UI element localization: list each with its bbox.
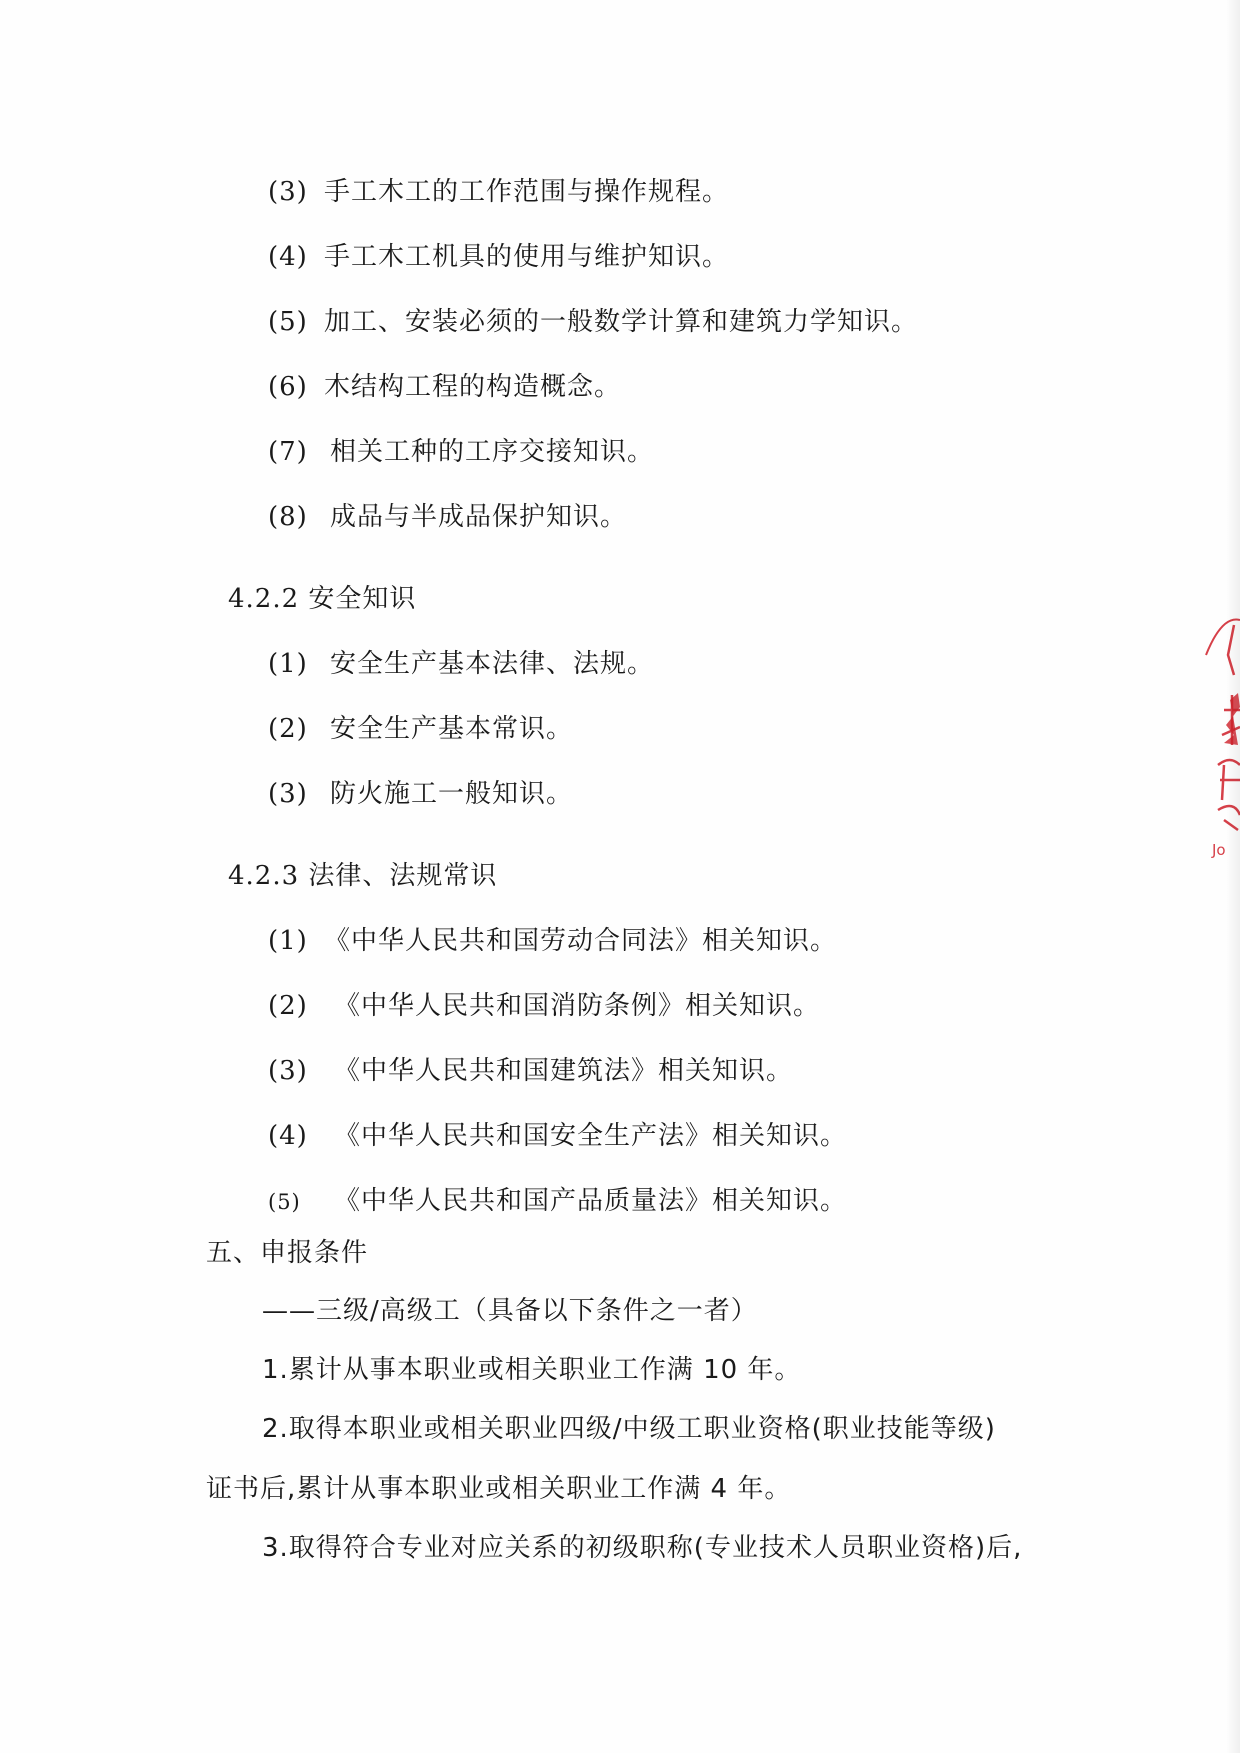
condition-paragraph-continued: 证书后,累计从事本职业或相关职业工作满 4 年。 <box>206 1474 792 1504</box>
list-text: 《中华人民共和国消防条例》相关知识。 <box>334 991 821 1021</box>
list-item <box>268 240 729 274</box>
condition-paragraph: 2.取得本职业或相关职业四级/中级工职业资格(职业技能等级) <box>262 1414 996 1444</box>
section-heading: 4.2.3 法律、法规常识 <box>228 861 498 891</box>
scan-shadow <box>1226 0 1240 1753</box>
list-number: (1) <box>268 926 308 956</box>
list-item <box>268 175 729 209</box>
list-number: (2) <box>268 714 308 744</box>
list-number: (2) <box>268 991 308 1021</box>
list-text: 《中华人民共和国建筑法》相关知识。 <box>334 1056 794 1086</box>
list-item <box>268 1119 847 1153</box>
list-number: (1) <box>268 649 308 679</box>
list-text: 防火施工一般知识。 <box>330 779 574 809</box>
condition-paragraph: 1.累计从事本职业或相关职业工作满 10 年。 <box>262 1355 802 1385</box>
list-number: (3) <box>268 779 308 809</box>
list-text: 安全生产基本常识。 <box>330 714 574 744</box>
stamp-text: Jo <box>1212 841 1226 859</box>
list-number: (5) <box>268 307 308 337</box>
list-text: 相关工种的工序交接知识。 <box>330 437 655 467</box>
list-number: (3) <box>268 177 308 207</box>
list-item <box>268 777 573 811</box>
list-item <box>268 712 573 746</box>
list-text: 手工木工的工作范围与操作规程。 <box>324 177 730 207</box>
level-heading: ——三级/高级工（具备以下条件之一者） <box>262 1296 758 1326</box>
list-item <box>268 1054 793 1088</box>
list-text: 《中华人民共和国产品质量法》相关知识。 <box>334 1186 848 1216</box>
list-number: (5) <box>268 1190 301 1214</box>
list-item <box>268 989 820 1023</box>
list-text: 加工、安装必须的一般数学计算和建筑力学知识。 <box>324 307 919 337</box>
list-number: (3) <box>268 1056 308 1086</box>
list-item <box>268 305 918 339</box>
section-heading: 4.2.2 安全知识 <box>228 584 417 614</box>
list-number: (4) <box>268 242 308 272</box>
list-text: 安全生产基本法律、法规。 <box>330 649 655 679</box>
list-text: 《中华人民共和国安全生产法》相关知识。 <box>334 1121 848 1151</box>
list-number: (4) <box>268 1121 308 1151</box>
list-text: 《中华人民共和国劳动合同法》相关知识。 <box>324 926 838 956</box>
list-item <box>268 435 654 469</box>
list-item <box>268 647 654 681</box>
condition-paragraph: 3.取得符合专业对应关系的初级职称(专业技术人员职业资格)后, <box>262 1533 1023 1563</box>
list-item <box>268 500 627 534</box>
list-text: 手工木工机具的使用与维护知识。 <box>324 242 730 272</box>
list-item <box>268 370 621 404</box>
list-number: (6) <box>268 372 308 402</box>
list-item <box>268 1184 847 1219</box>
list-text: 木结构工程的构造概念。 <box>324 372 622 402</box>
list-text: 成品与半成品保护知识。 <box>330 502 628 532</box>
list-item <box>268 924 837 958</box>
section-heading: 五、申报条件 <box>206 1238 369 1268</box>
list-number: (7) <box>268 437 308 467</box>
list-number: (8) <box>268 502 308 532</box>
